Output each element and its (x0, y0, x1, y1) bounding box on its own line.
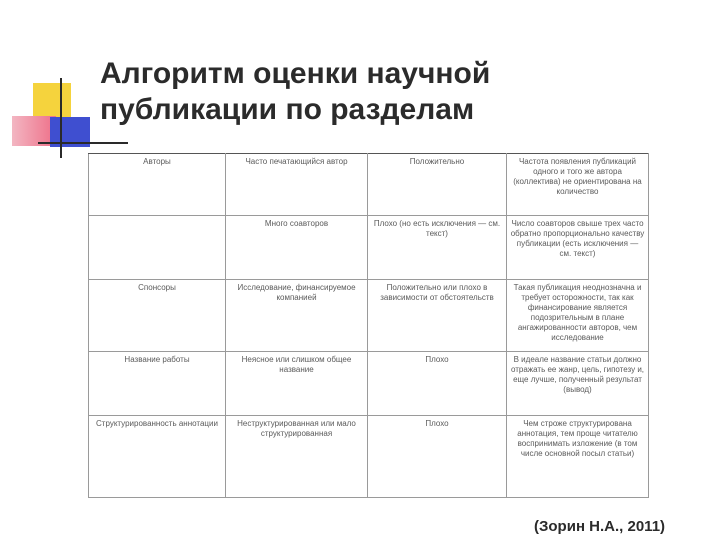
table-cell-criterion: Много соавторов (226, 216, 368, 280)
table-row (89, 154, 649, 216)
table-cell-criterion: Исследование, финансируемое компанией (226, 280, 368, 352)
decor-vertical-line (60, 78, 62, 158)
table-cell-assessment: Плохо (но есть исключения — см. текст) (368, 216, 507, 280)
table-cell-section (89, 216, 226, 280)
table-cell-section: Структурированность аннотации (89, 416, 226, 498)
table-row (89, 352, 649, 416)
table-cell-criterion: Неструктурированная или мало структурированная (226, 416, 368, 498)
evaluation-table (88, 153, 649, 498)
table-row (89, 216, 649, 280)
table-cell-comment: Частота появления публикаций одного и того же автора (коллектива) не ориентирована на количество (507, 154, 649, 216)
decor-horizontal-line (38, 142, 128, 144)
slide-title (100, 56, 660, 128)
table-cell-assessment: Положительно (368, 154, 507, 216)
table-cell-section: Название работы (89, 352, 226, 416)
table-cell-assessment: Плохо (368, 352, 507, 416)
table-cell-assessment: Плохо (368, 416, 507, 498)
slide-title-line-2: публикации по разделам (100, 93, 475, 126)
table-cell-section: Спонсоры (89, 280, 226, 352)
table-cell-section: Авторы (89, 154, 226, 216)
table-row (89, 280, 649, 352)
table-cell-comment: Число соавторов свыше трех часто обратно пропорционально качеству публикации (есть исключения — см. текст) (507, 216, 649, 280)
table-cell-comment: Чем строже структурирована аннотация, тем проще читателю воспринимать изложение (в том числе основной посыл статьи) (507, 416, 649, 498)
table-cell-comment: Такая публикация неоднозначна и требует осторожности, так как финансирование является подозрительным в плане ангажированности авторов, чем исследование (507, 280, 649, 352)
slide-title-line-1: Алгоритм оценки научной (100, 57, 491, 90)
table-cell-criterion: Часто печатающийся автор (226, 154, 368, 216)
table-cell-comment: В идеале название статьи должно отражать ее жанр, цель, гипотезу и, еще лучше, полученный результат (вывод) (507, 352, 649, 416)
table-row (89, 416, 649, 498)
citation: (Зорин Н.А., 2011) (534, 518, 666, 535)
table-cell-assessment: Положительно или плохо в зависимости от обстоятельств (368, 280, 507, 352)
table-cell-criterion: Неясное или слишком общее название (226, 352, 368, 416)
